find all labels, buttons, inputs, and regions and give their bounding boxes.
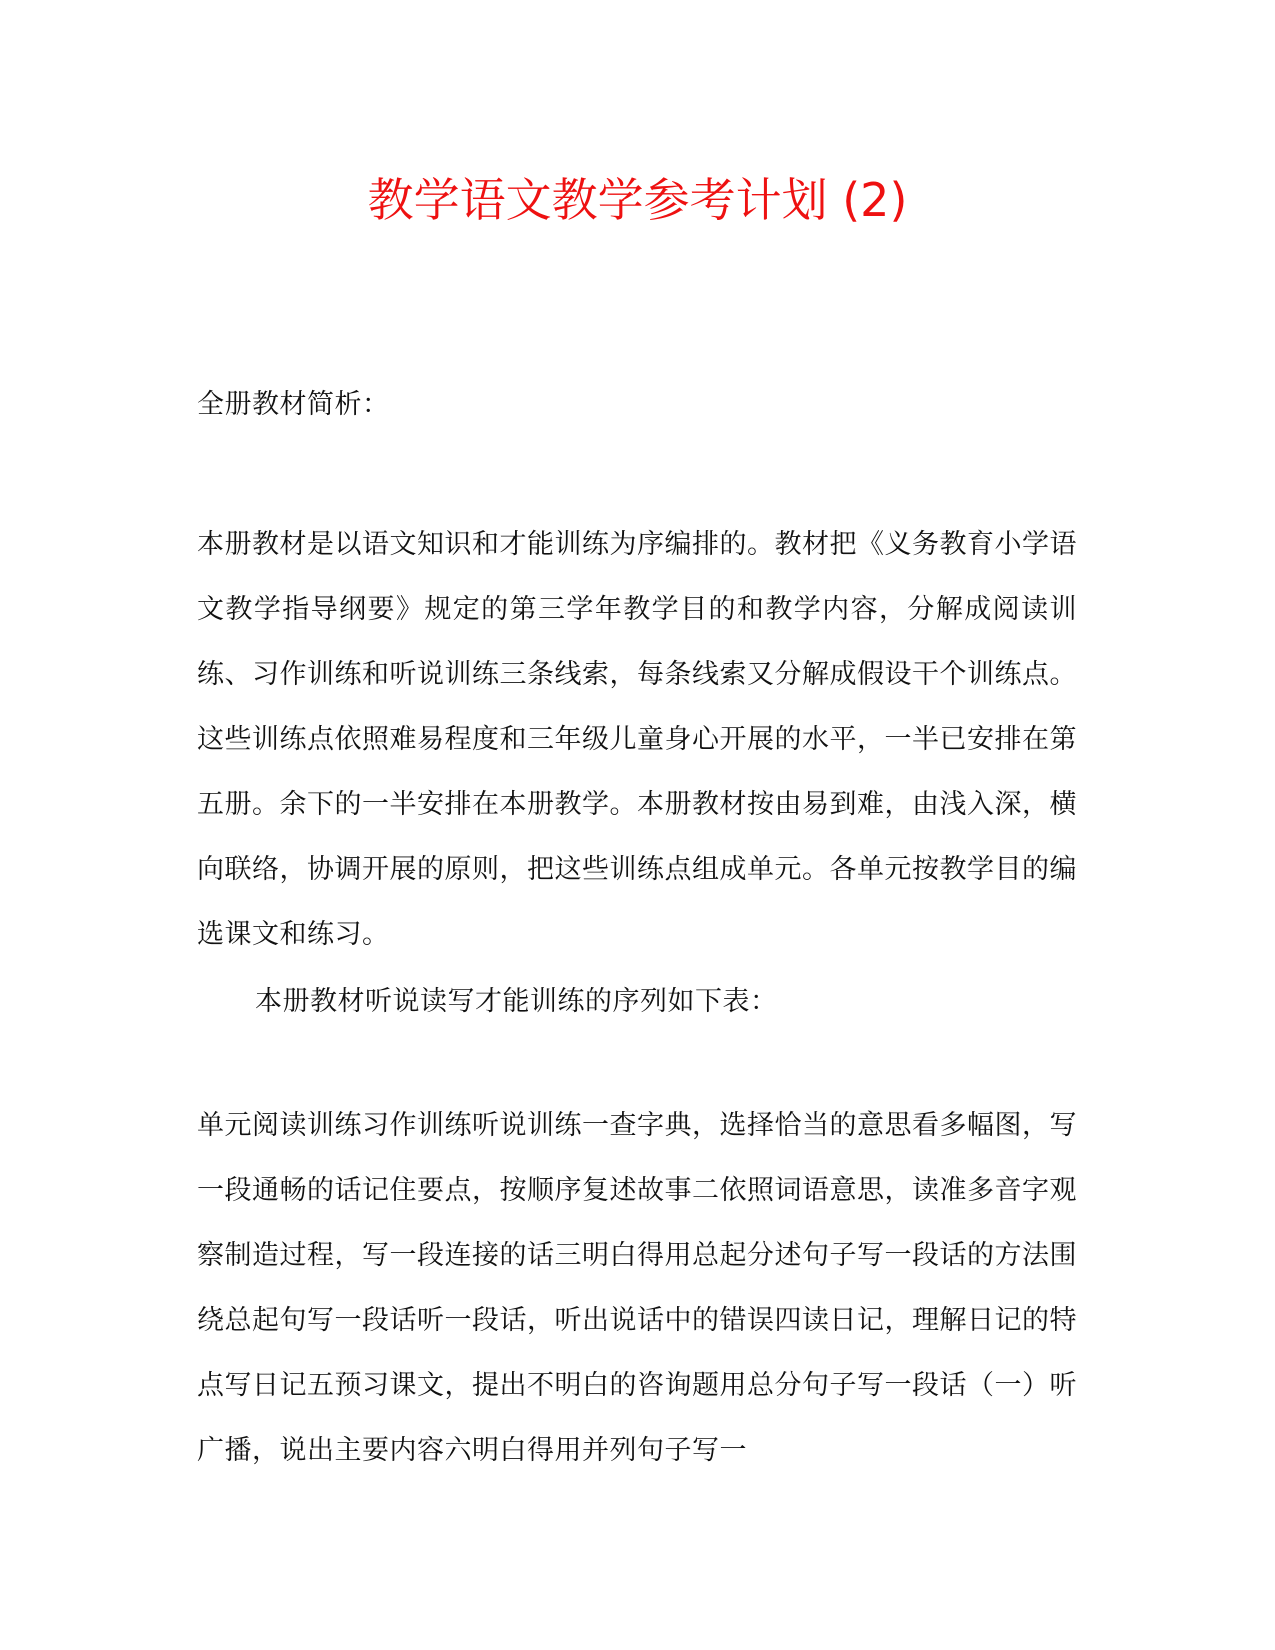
page-title: 教学语文教学参考计划 (2) [367,173,908,227]
table-content-paragraph: 单元阅读训练习作训练听说训练一查字典，选择恰当的意思看多幅图，写一段通畅的话记住要点，按顺序复述故事二依照词语意思，读准多音字观察制造过程，写一段连接的话三明白得用总起分述句子写一段话的方法围绕总起句写一段话听一段话，听出说话中的错误四读日记，理解日记的特点写日记五预习课文，提出不明白的咨询题用总分句子写一段话（一）听广播，说出主要内容六明白得用并列句子写一 [197,1110,1077,1466]
table-intro-paragraph: 本册教材听说读写才能训练的序列如下表： [255,986,778,1017]
section-heading: 全册教材简析： [197,389,390,420]
intro-paragraph: 本册教材是以语文知识和才能训练为序编排的。教材把《义务教育小学语文教学指导纲要》规定的第三学年教学目的和教学内容，分解成阅读训练、习作训练和听说训练三条线索，每条线索又分解成假设干个训练点。这些训练点依照难易程度和三年级儿童身心开展的水平，一半已安排在第五册。余下的一半安排在本册教学。本册教材按由易到难，由浅入深，横向联络，协调开展的原则，把这些训练点组成单元。各单元按教学目的编选课文和练习。 [197,529,1077,950]
